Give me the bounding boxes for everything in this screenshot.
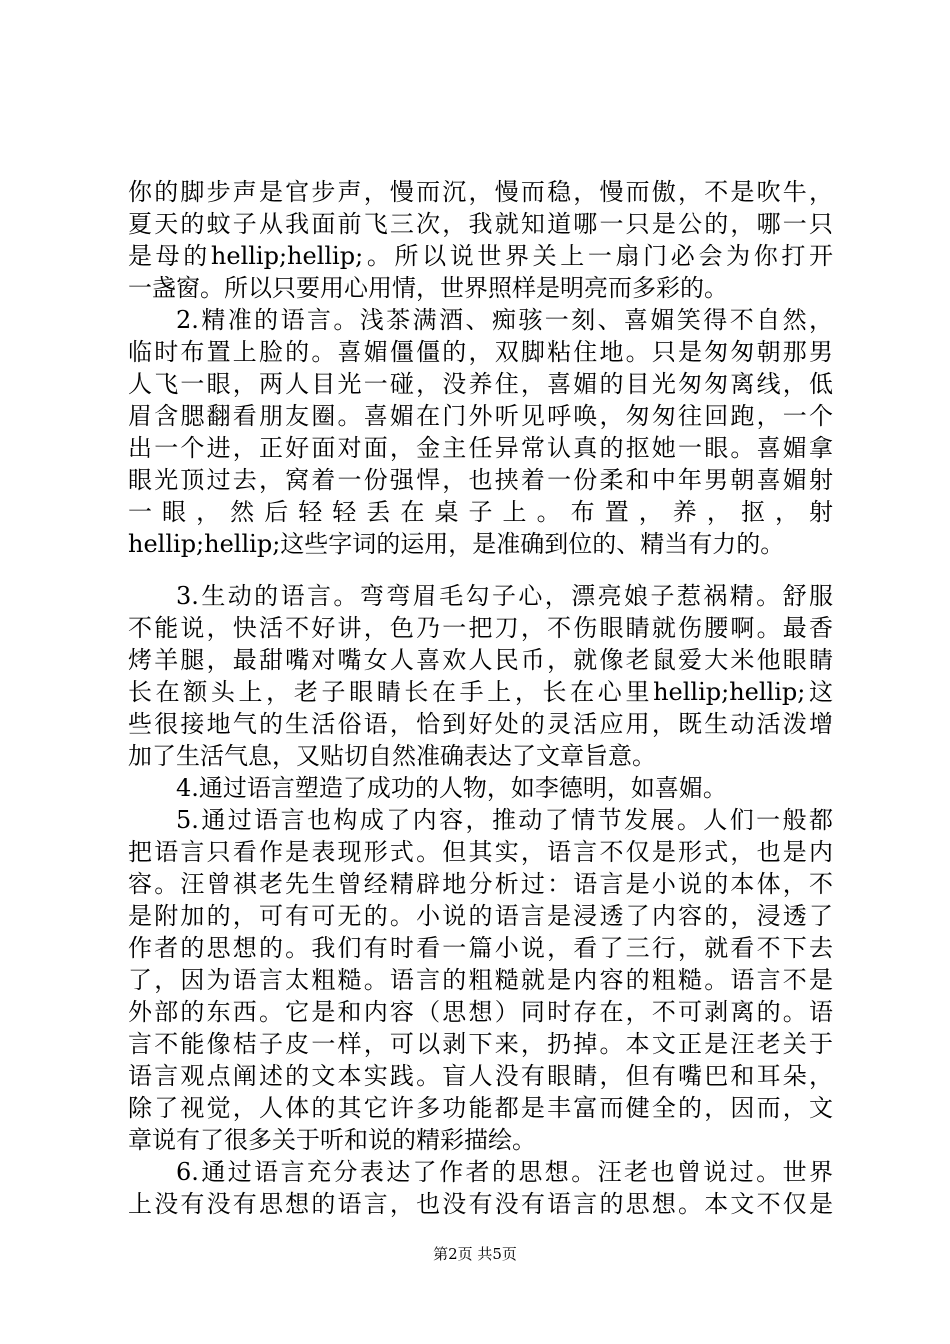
- paragraph-gap: [128, 560, 833, 580]
- paragraph-3: [128, 580, 833, 772]
- text-line: 把语言只看作是表现形式。但其实，语言不仅是形式，也是内: [128, 838, 833, 866]
- text-line: 除了视觉，人体的其它许多功能都是丰富而健全的，因而，文: [128, 1094, 833, 1122]
- text-line: 一眼，然后轻轻丢在桌子上。布置，养，抠，射: [128, 498, 833, 526]
- text-line: 言不能像桔子皮一样，可以剥下来，扔掉。本文正是汪老关于: [128, 1030, 833, 1058]
- text-line: 是母的hellip;hellip;。所以说世界关上一扇门必会为你打开: [128, 242, 833, 270]
- text-line: 加了生活气息，又贴切自然准确表达了文章旨意。: [128, 742, 656, 770]
- text-line: 章说有了很多关于听和说的精彩描绘。: [128, 1126, 536, 1154]
- text-line: 上没有没有思想的语言，也没有没有语言的思想。本文不仅是: [128, 1190, 833, 1218]
- paragraph-5: [128, 804, 833, 1156]
- text-line: hellip;hellip;这些字词的运用，是准确到位的、精当有力的。: [128, 530, 785, 558]
- text-line: 眉含腮翻看朋友圈。喜媚在门外听见呼唤，匆匆往回跑，一个: [128, 402, 833, 430]
- text-line: 长在额头上，老子眼睛长在手上，长在心里hellip;hellip;这: [128, 678, 833, 706]
- text-line: 出一个进，正好面对面，金主任异常认真的抠她一眼。喜媚拿: [128, 434, 833, 462]
- text-line: 外部的东西。它是和内容（思想）同时存在，不可剥离的。语: [128, 998, 833, 1026]
- text-line: 一盏窗。所以只要用心用情，世界照样是明亮而多彩的。: [128, 274, 728, 302]
- text-line: 2.精准的语言。浅茶满酒、痴骇一刻、喜媚笑得不自然，: [176, 306, 833, 334]
- text-line: 是附加的，可有可无的。小说的语言是浸透了内容的，浸透了: [128, 902, 833, 930]
- text-line: 4.通过语言塑造了成功的人物，如李德明，如喜媚。: [176, 774, 727, 802]
- text-line: 临时布置上脸的。喜媚僵僵的，双脚粘住地。只是匆匆朝那男: [128, 338, 833, 366]
- text-line: 了，因为语言太粗糙。语言的粗糙就是内容的粗糙。语言不是: [128, 966, 833, 994]
- text-line: 你的脚步声是官步声，慢而沉，慢而稳，慢而傲，不是吹牛，: [128, 178, 833, 206]
- text-line: 6.通过语言充分表达了作者的思想。汪老也曾说过。世界: [176, 1158, 833, 1186]
- text-line: 烤羊腿，最甜嘴对嘴女人喜欢人民币，就像老鼠爱大米他眼睛: [128, 646, 833, 674]
- text-line: 不能说，快活不好讲，色乃一把刀，不伤眼睛就伤腰啊。最香: [128, 614, 833, 642]
- paragraph-2: [128, 304, 833, 560]
- paragraph-1: [128, 176, 833, 304]
- text-line: 5.通过语言也构成了内容，推动了情节发展。人们一般都: [176, 806, 833, 834]
- text-line: 人飞一眼，两人目光一碰，没养住，喜媚的目光匆匆离线，低: [128, 370, 833, 398]
- document-body: [128, 176, 833, 1220]
- text-line: 3.生动的语言。弯弯眉毛勾子心，漂亮娘子惹祸精。舒服: [176, 582, 833, 610]
- text-line: 夏天的蚊子从我面前飞三次，我就知道哪一只是公的，哪一只: [128, 210, 833, 238]
- text-line: 语言观点阐述的文本实践。盲人没有眼睛，但有嘴巴和耳朵，: [128, 1062, 833, 1090]
- text-line: 些很接地气的生活俗语，恰到好处的灵活应用，既生动活泼增: [128, 710, 833, 738]
- page-number-footer: 第2页 共5页: [433, 1245, 517, 1263]
- text-line: 容。汪曾祺老先生曾经精辟地分析过：语言是小说的本体，不: [128, 870, 833, 898]
- paragraph-4: [128, 772, 833, 804]
- text-line: 眼光顶过去，窝着一份强悍，也挟着一份柔和中年男朝喜媚射: [128, 466, 833, 494]
- text-line: 作者的思想的。我们有时看一篇小说，看了三行，就看不下去: [128, 934, 833, 962]
- paragraph-6: [128, 1156, 833, 1220]
